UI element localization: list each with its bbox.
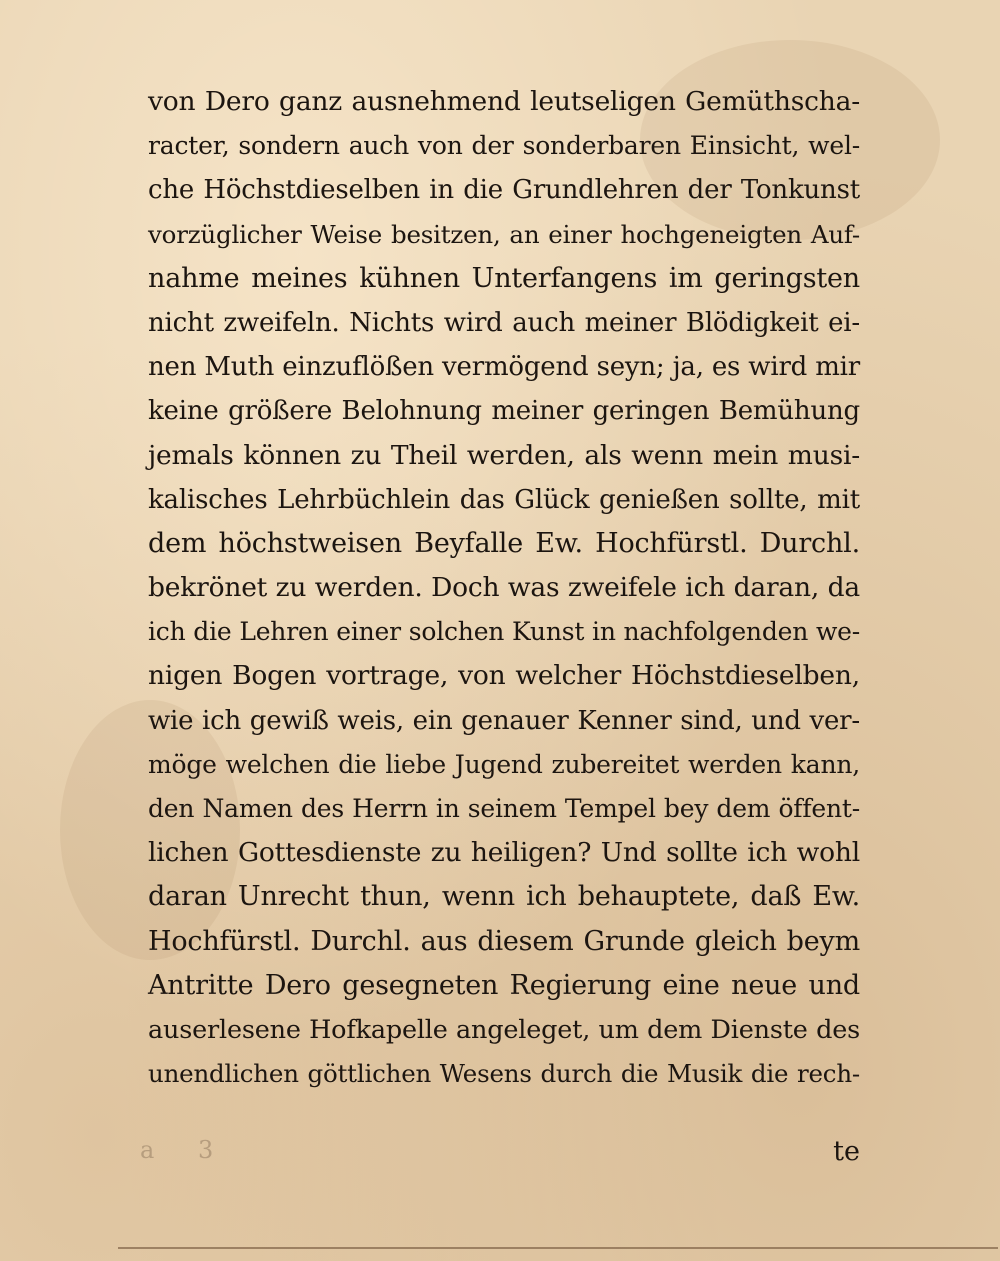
- text-line: nicht zweifeln. Nichts wird auch meiner Blödigkeit ei-: [148, 307, 860, 338]
- text-line: nahme meines kühnen Unterfangens im geringsten: [148, 262, 860, 294]
- text-line: vorzüglicher Weise besitzen, an einer hochgeneigten Auf-: [148, 219, 860, 249]
- signature-mark: a 3: [140, 1136, 232, 1164]
- text-line: auserlesene Hofkapelle angeleget, um dem Dienste des: [148, 1014, 860, 1045]
- text-line: dem höchstweisen Beyfalle Ew. Hochfürstl. Durchl.: [148, 527, 860, 559]
- catchword: te: [833, 1136, 860, 1167]
- text-line: bekrönet zu werden. Doch was zweifele ich daran, da: [148, 572, 860, 604]
- text-line: nen Muth einzuflößen vermögend seyn; ja, es wird mir: [148, 352, 860, 383]
- body-text: [148, 80, 860, 1096]
- text-line: von Dero ganz ausnehmend leutseligen Gemüthscha-: [148, 86, 860, 117]
- text-line: Antritte Dero gesegneten Regierung eine neue und: [148, 969, 860, 1001]
- text-line: den Namen des Herrn in seinem Tempel bey dem öffent-: [148, 794, 860, 823]
- text-line: unendlichen göttlichen Wesens durch die Musik die rech-: [148, 1059, 860, 1089]
- text-line: keine größere Belohnung meiner geringen Bemühung: [148, 396, 860, 427]
- text-line: möge welchen die liebe Jugend zubereitet werden kann,: [148, 749, 860, 779]
- text-line: kalisches Lehrbüchlein das Glück genießen sollte, mit: [148, 484, 860, 515]
- text-line: che Höchstdieselben in die Grundlehren der Tonkunst: [148, 175, 860, 206]
- text-line: ich die Lehren einer solchen Kunst in nachfolgenden we-: [148, 617, 860, 647]
- page-edge-line: [118, 1247, 998, 1249]
- text-line: lichen Gottesdienste zu heiligen? Und sollte ich wohl: [148, 837, 860, 869]
- text-line: nigen Bogen vortrage, von welcher Höchstdieselben,: [148, 660, 860, 692]
- text-line: wie ich gewiß weis, ein genauer Kenner sind, und ver-: [148, 705, 860, 736]
- text-line: Hochfürstl. Durchl. aus diesem Grunde gleich beym: [148, 925, 860, 957]
- text-line: jemals können zu Theil werden, als wenn mein musi-: [148, 439, 860, 471]
- text-line: racter, sondern auch von der sonderbaren Einsicht, wel-: [148, 131, 860, 161]
- text-line: daran Unrecht thun, wenn ich behauptete, daß Ew.: [148, 881, 860, 913]
